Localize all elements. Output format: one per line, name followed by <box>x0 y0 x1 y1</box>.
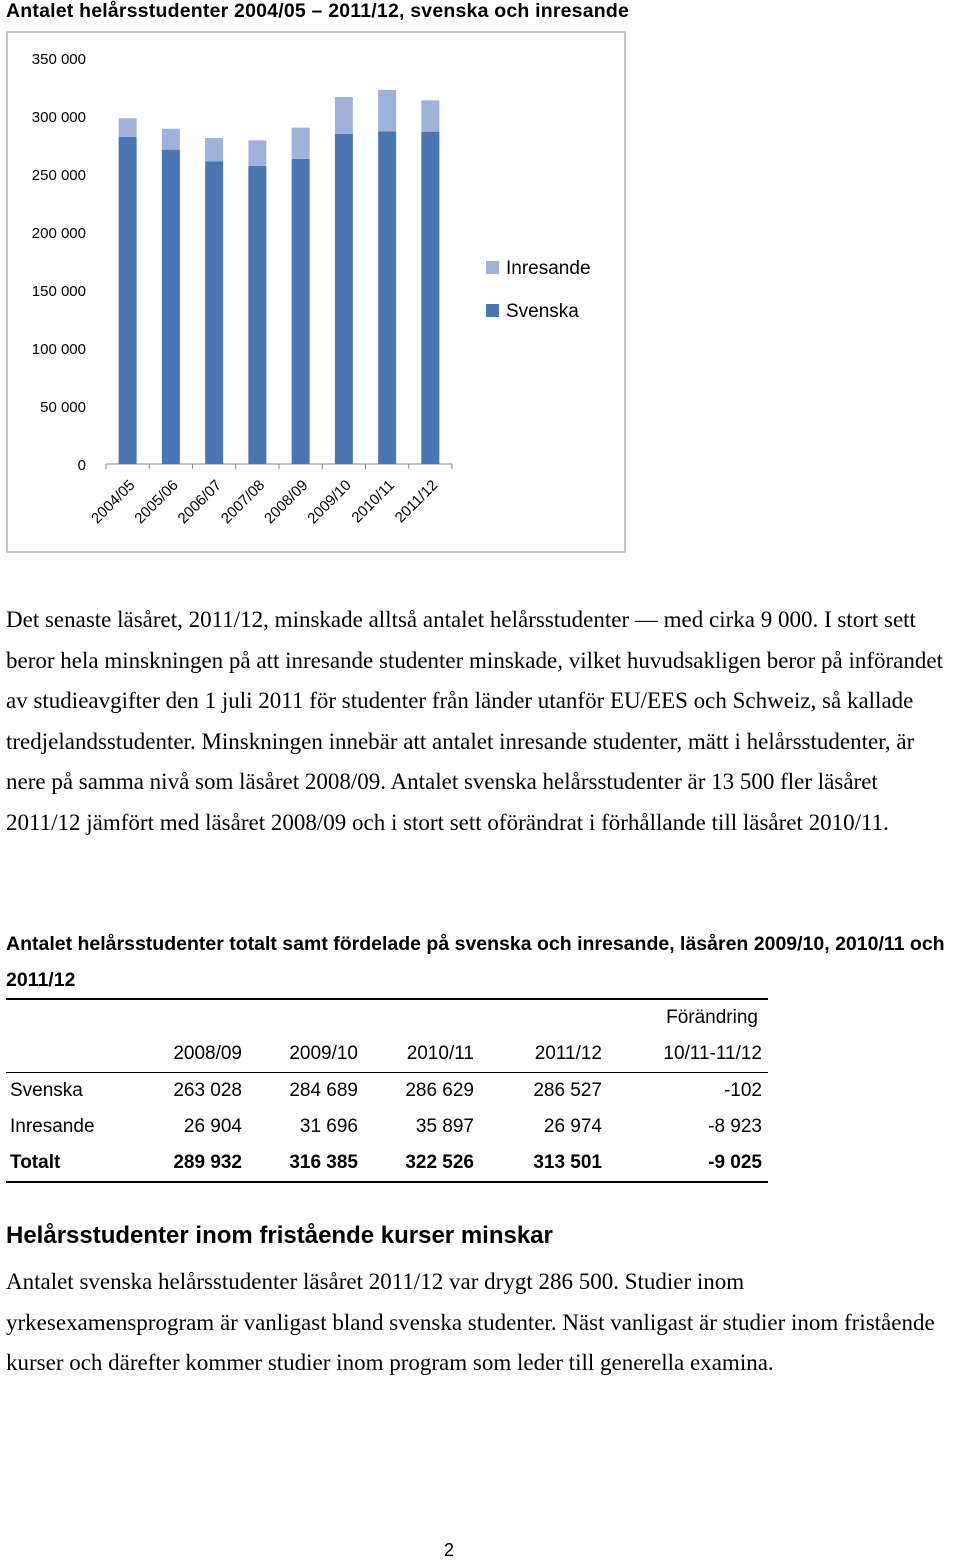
y-tick-label: 150 000 <box>31 283 86 300</box>
x-tick-label: 2010/11 <box>348 476 398 527</box>
bar-segment-svenska <box>421 132 439 464</box>
table-cell: 284 689 <box>289 1080 358 1101</box>
table-cell: 316 385 <box>242 1145 358 1182</box>
section-heading: Helårsstudenter inom fristående kurser minskar <box>6 1222 553 1249</box>
bar-segment-svenska <box>378 132 396 464</box>
legend-swatch <box>486 261 499 274</box>
column-header: 2011/12 <box>474 1036 602 1073</box>
row-label: Inresande <box>10 1116 95 1137</box>
table-row-total <box>6 1145 768 1182</box>
table-cell: 263 028 <box>173 1080 242 1101</box>
bar-segment-svenska <box>292 159 310 464</box>
table-cell: -8 923 <box>708 1116 762 1137</box>
column-header: 2009/10 <box>242 1036 358 1073</box>
table-cell: 26 904 <box>183 1116 242 1137</box>
table-title: Antalet helårsstudenter totalt samt fördelade på svenska och inresande, läsåren 2009/10, 2010/11 och 2011/12 <box>6 933 945 991</box>
bar-segment-svenska <box>335 134 353 464</box>
x-tick-label: 2004/05 <box>88 476 139 528</box>
chart-title: Antalet helårsstudenter 2004/05 – 2011/12, svenska och inresande <box>6 0 630 22</box>
column-header-change-top: Förändring <box>602 999 768 1036</box>
table-row <box>6 1073 768 1110</box>
student-stats-table <box>6 998 768 1183</box>
y-tick-label: 200 000 <box>31 225 86 242</box>
table-cell: 286 629 <box>405 1080 474 1101</box>
bar-segment-inresande <box>292 128 310 159</box>
column-header: 2010/11 <box>358 1036 474 1073</box>
x-tick-label: 2005/06 <box>131 476 182 528</box>
bar-segment-inresande <box>378 90 396 132</box>
bar-segment-inresande <box>421 100 439 131</box>
y-tick-label: 50 000 <box>40 399 86 416</box>
table-header-row-top <box>6 999 768 1036</box>
legend-swatch <box>486 304 499 317</box>
bar-segment-inresande <box>335 97 353 134</box>
y-tick-label: 0 <box>77 457 86 474</box>
table-cell: 322 526 <box>358 1145 474 1182</box>
bar-segment-inresande <box>119 118 137 137</box>
column-header: 10/11-11/12 <box>602 1036 768 1073</box>
table-cell: -9 025 <box>602 1145 768 1182</box>
y-tick-label: 250 000 <box>31 167 86 184</box>
table-row <box>6 1109 768 1145</box>
y-tick-label: 300 000 <box>31 109 86 126</box>
legend-label: Inresande <box>506 258 591 279</box>
table-cell: 289 932 <box>134 1145 242 1182</box>
table-cell: -102 <box>723 1080 762 1101</box>
bar-segment-svenska <box>248 166 266 464</box>
bar-segment-inresande <box>162 129 180 150</box>
body-paragraph: Det senaste läsåret, 2011/12, minskade alltså antalet helårsstudenter — med cirka 9 000. I stort sett beror hela minskningen på att inresande studenter minskade, vilket huvudsakligen beror på införandet av studieavgifter den 1 juli 2011 för studenter från länder utanför EU/EES och Schweiz, så kallade tredjelandsstudenter. Minskningen innebär att antalet inresande studenter, mätt i helårsstudenter, är nere på samma nivå som läsåret 2008/09. Antalet svenska helårsstudenter är 13 500 fler läsåret 2011/12 jämfört med läsåret 2008/09 och i stort sett oförändrat i förhållande till läsåret 2010/11. <box>6 607 943 835</box>
bar-segment-inresande <box>205 138 223 161</box>
x-tick-label: 2009/10 <box>304 476 355 528</box>
x-tick-label: 2007/08 <box>217 476 269 528</box>
bar-segment-svenska <box>119 137 137 464</box>
table-cell: 35 897 <box>415 1116 474 1137</box>
legend-label: Svenska <box>506 301 579 322</box>
chart-area <box>6 31 626 553</box>
row-label: Svenska <box>10 1080 83 1101</box>
table-header-row <box>6 1036 768 1073</box>
bar-segment-svenska <box>205 161 223 464</box>
table-cell: 286 527 <box>533 1080 602 1101</box>
bar-segment-inresande <box>248 140 266 166</box>
table-cell: 26 974 <box>543 1116 602 1137</box>
body-paragraph: Antalet svenska helårsstudenter läsåret 2011/12 var drygt 286 500. Studier inom yrkesexamensprogram är vanligast bland svenska studenter. Näst vanligast är studier inom fristående kurser och därefter kommer studier inom program som leder till generella examina. <box>6 1269 935 1375</box>
page-number: 2 <box>444 1540 455 1560</box>
table-cell: 313 501 <box>474 1145 602 1182</box>
x-tick-label: 2008/09 <box>261 476 312 528</box>
table-cell: 31 696 <box>299 1116 358 1137</box>
y-tick-label: 350 000 <box>31 51 86 68</box>
x-tick-label: 2011/12 <box>391 476 442 527</box>
row-label: Totalt <box>6 1145 134 1182</box>
stacked-bar-chart <box>8 33 624 551</box>
column-header: 2008/09 <box>134 1036 242 1073</box>
x-tick-label: 2006/07 <box>174 476 225 528</box>
bar-segment-svenska <box>162 150 180 464</box>
y-tick-label: 100 000 <box>31 341 86 358</box>
